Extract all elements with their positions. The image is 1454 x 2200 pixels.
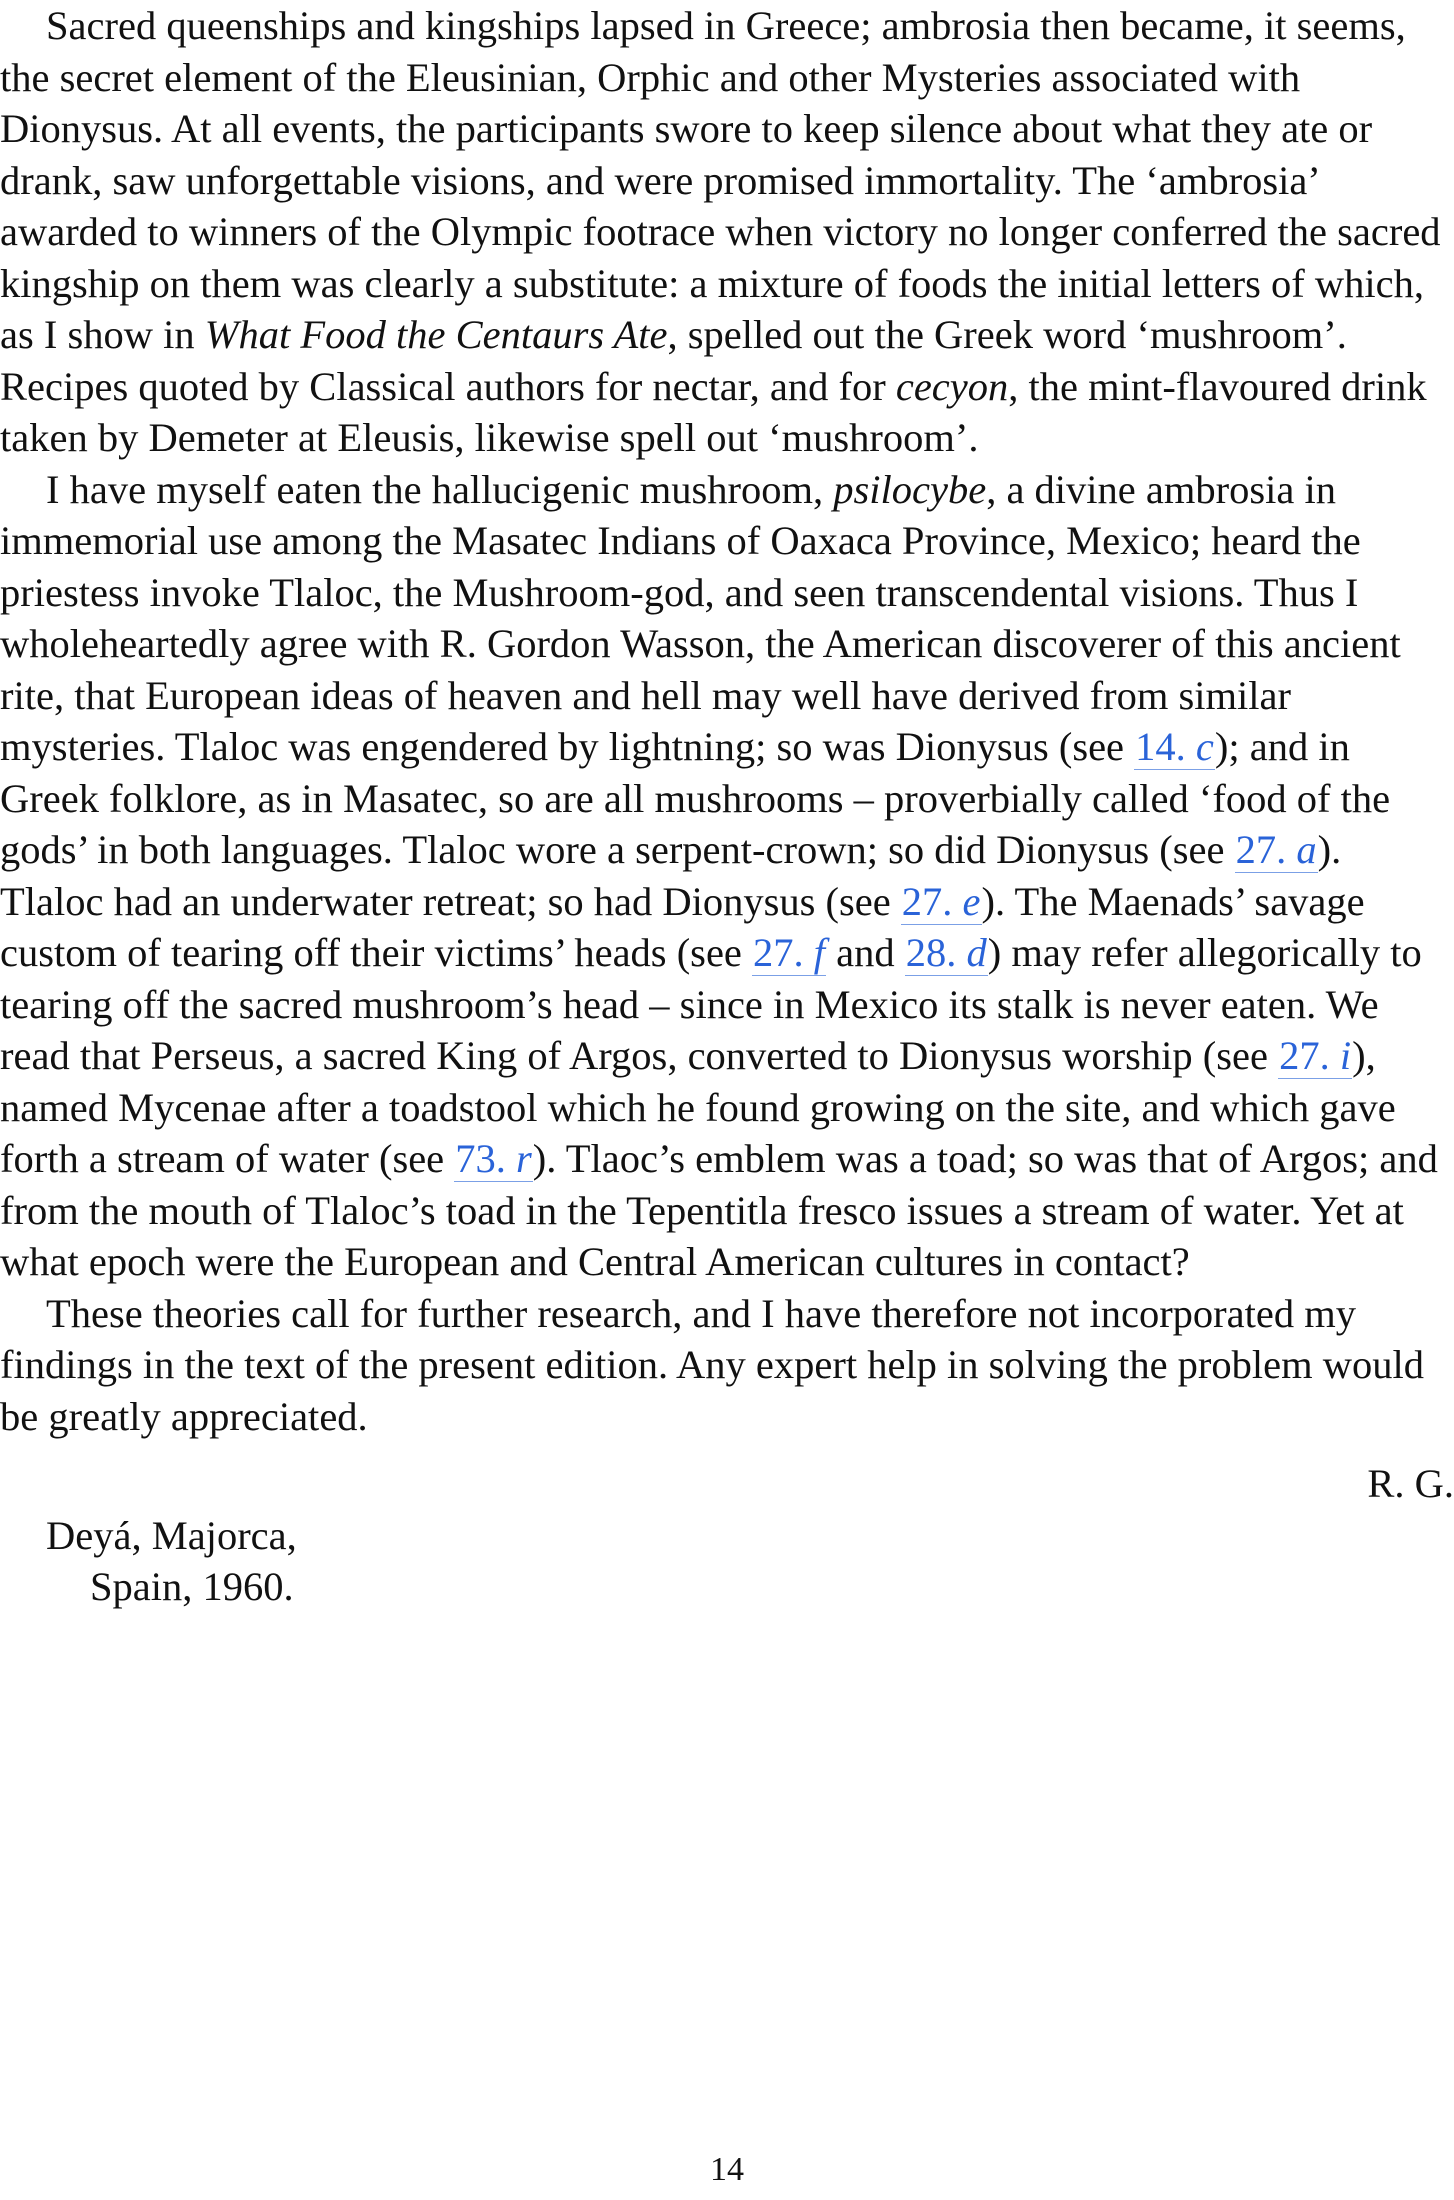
text-run: , a divine ambrosia in immemorial use among the Masatec Indians of Oaxaca Province, Mexico; heard the priestess invoke Tlaloc, the Mushroom-god, and seen transcendental visions. Thus I wholeheartedly agree with R. Gordon Wasson, the American discoverer of this ancient rite, that European ideas of heaven and hell may well have derived from similar mysteries. Tlaloc was engendered by lightning; so was Dionysus (see	[0, 466, 1401, 769]
text-run: ), named Mycenae after a toadstool which he found growing on the site, and which gave forth a stream of water (see	[0, 1033, 1396, 1181]
italic-term-psilocybe: psilocybe	[833, 466, 987, 512]
xref-letter: e	[962, 878, 981, 924]
xref-number: 27.	[1235, 827, 1287, 872]
xref-letter: a	[1296, 827, 1317, 872]
text-run: ). Tlaoc’s emblem was a toad; so was that of Argos; and from the mouth of Tlaloc’s toad in the Tepentitla fresco issues a stream of water. Yet at what epoch were the European and Central American cultures in contact?	[0, 1136, 1438, 1284]
xref-number: 27.	[1279, 1033, 1330, 1078]
text-run: and	[826, 930, 905, 975]
text-run: Sacred queenships and kingships lapsed in Greece; ambrosia then became, it seems, the secret element of the Eleusinian, Orphic and other Mysteries associated with Dionysus. At all events, the participants swore to keep silence about what they ate or drank, saw unforgettable visions, and were promised immortality. The ‘ambrosia’ awarded to winners of the Olympic footrace when victory no longer conferred the sacred kingship on them was clearly a substitute: a mixture of foods the initial letters of which, as I show in	[0, 3, 1441, 357]
paragraph-3: These theories call for further research, and I have therefore not incorporated my findings in the text of the present edition. Any expert help in solving the problem would be greatly appreciated.	[0, 1290, 1425, 1439]
paragraph-1	[0, 0, 1454, 464]
xref-letter: f	[813, 930, 826, 975]
xref-link-27a[interactable]	[1235, 827, 1318, 873]
paragraph-2	[0, 464, 1454, 1288]
xref-letter: d	[966, 930, 987, 975]
italic-term-cecyon: cecyon	[895, 363, 1009, 409]
place-line-1: Deyá, Majorca,	[46, 1512, 297, 1558]
xref-link-27i[interactable]	[1278, 1033, 1352, 1079]
xref-number: 73.	[455, 1136, 506, 1181]
xref-link-14c[interactable]	[1134, 724, 1215, 770]
text-run: ). Tlaloc had an underwater retreat; so had Dionysus (see	[0, 827, 1342, 924]
text-run: ); and in Greek folklore, as in Masatec, so are all mushrooms – proverbially called ‘food of the gods’ in both languages. Tlaloc wore a serpent-crown; so did Dionysus (see	[0, 724, 1391, 872]
text-run: , spelled out the Greek word ‘mushroom’. Recipes quoted by Classical authors for nectar, and for	[0, 312, 1347, 409]
xref-number: 28.	[905, 930, 957, 975]
text-run: I have myself eaten the hallucigenic mushroom,	[46, 466, 834, 512]
xref-number: 27.	[901, 878, 953, 924]
place-and-date	[0, 1510, 1454, 1613]
xref-number: 27.	[753, 930, 804, 975]
book-title-italic: What Food the Centaurs Ate	[204, 312, 668, 357]
text-run: , the mint-flavoured drink taken by Demeter at Eleusis, likewise spell out ‘mushroom’.	[0, 363, 1427, 460]
text-run: ). The Maenads’ savage custom of tearing off their victims’ heads (see	[0, 878, 1365, 975]
place-line-2: Spain, 1960.	[90, 1564, 294, 1609]
xref-link-27f[interactable]	[752, 930, 826, 976]
xref-link-28d[interactable]	[905, 930, 988, 976]
xref-letter: r	[516, 1136, 532, 1181]
text-run: ) may refer allegorically to tearing off the sacred mushroom’s head – since in Mexico its stalk is never eaten. We read that Perseus, a sacred King of Argos, converted to Dionysus worship (see	[0, 930, 1422, 1078]
xref-number: 14.	[1135, 724, 1186, 769]
xref-link-27e[interactable]	[901, 879, 982, 925]
xref-link-73r[interactable]	[454, 1136, 533, 1182]
signature: R. G.	[1367, 1461, 1454, 1506]
xref-letter: i	[1339, 1033, 1352, 1078]
xref-letter: c	[1195, 724, 1214, 769]
page-number: 14	[710, 2151, 744, 2188]
